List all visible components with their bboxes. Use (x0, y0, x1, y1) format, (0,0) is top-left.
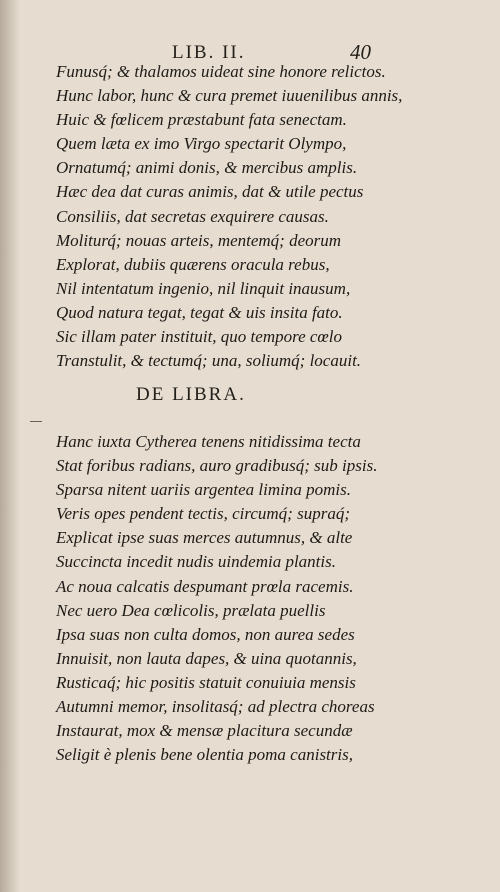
verse-line: Autumni memor, insolitasq́; ad plectra choreas (56, 697, 375, 717)
verse-line: Hæc dea dat curas animis, dat & utile pectus (56, 182, 364, 202)
verse-line: Explorat, dubiis quærens oracula rebus, (56, 254, 330, 274)
verse-line: Seligit è plenis bene olentia poma canistris, (56, 745, 353, 765)
verse-line: Succincta incedit nudis uindemia plantis. (56, 552, 336, 572)
verse-block-1 (56, 60, 476, 373)
verse-line: Hanc iuxta Cytherea tenens nitidissima tecta (56, 432, 361, 451)
verse-line: Innuisit, non lauta dapes, & uina quotannis, (56, 648, 357, 668)
verse-line: Rusticaq́; hic positis statuit conuiuia mensis (56, 672, 356, 692)
verse-line: Ac noua calcatis despumant prœla racemis. (56, 576, 354, 596)
verse-block-2 (56, 430, 476, 767)
verse-line: Consiliis, dat secretas exquirere causas. (56, 206, 329, 226)
verse-line: Sic illam pater instituit, quo tempore cœlo (56, 327, 342, 347)
book-number: LIB. II. (172, 42, 246, 63)
verse-line: Explicat ipse suas merces autumnus, & alte (56, 528, 353, 548)
verse-line: Quod natura tegat, tegat & uis insita fato. (56, 302, 343, 322)
verse-line: Instaurat, mox & mensæ placitura secundæ (56, 721, 353, 741)
verse-line: Sparsa nitent uariis argentea limina pomis. (56, 480, 351, 500)
page-gutter-shadow (0, 0, 20, 892)
verse-line: Hunc labor, hunc & cura premet iuuenilibus annis, (56, 86, 403, 106)
verse-line: Nil intentatum ingenio, nil linquit inausum, (56, 278, 351, 298)
verse-line: Stat foribus radians, auro gradibusq́; sub ipsis. (56, 456, 378, 476)
verse-line: Quem læta ex imo Virgo spectarit Olympo, (56, 134, 347, 154)
folio-number: 40 (350, 40, 371, 64)
verse-line: Transtulit, & tectumq́; una, soliumq́; locauit. (56, 351, 362, 371)
verse-line: Ipsa suas non culta domos, non aurea sedes (56, 624, 355, 644)
verse-line: Funusq́; & thalamos uideat sine honore relictos. (56, 62, 386, 81)
verse-line: Veris opes pendent tectis, circumq́; supraq́; (56, 504, 350, 524)
verse-line: Nec uero Dea cœlicolis, prælata puellis (56, 600, 326, 620)
verse-line: Huic & fœlicem præstabunt fata senectam. (56, 110, 347, 130)
verse-line: Moliturq́; nouas arteis, mentemq́; deorum (56, 230, 342, 250)
margin-mark (30, 421, 42, 422)
section-heading: DE LIBRA. (136, 384, 246, 405)
verse-line: Ornatumq́; animi donis, & mercibus amplis. (56, 158, 358, 178)
